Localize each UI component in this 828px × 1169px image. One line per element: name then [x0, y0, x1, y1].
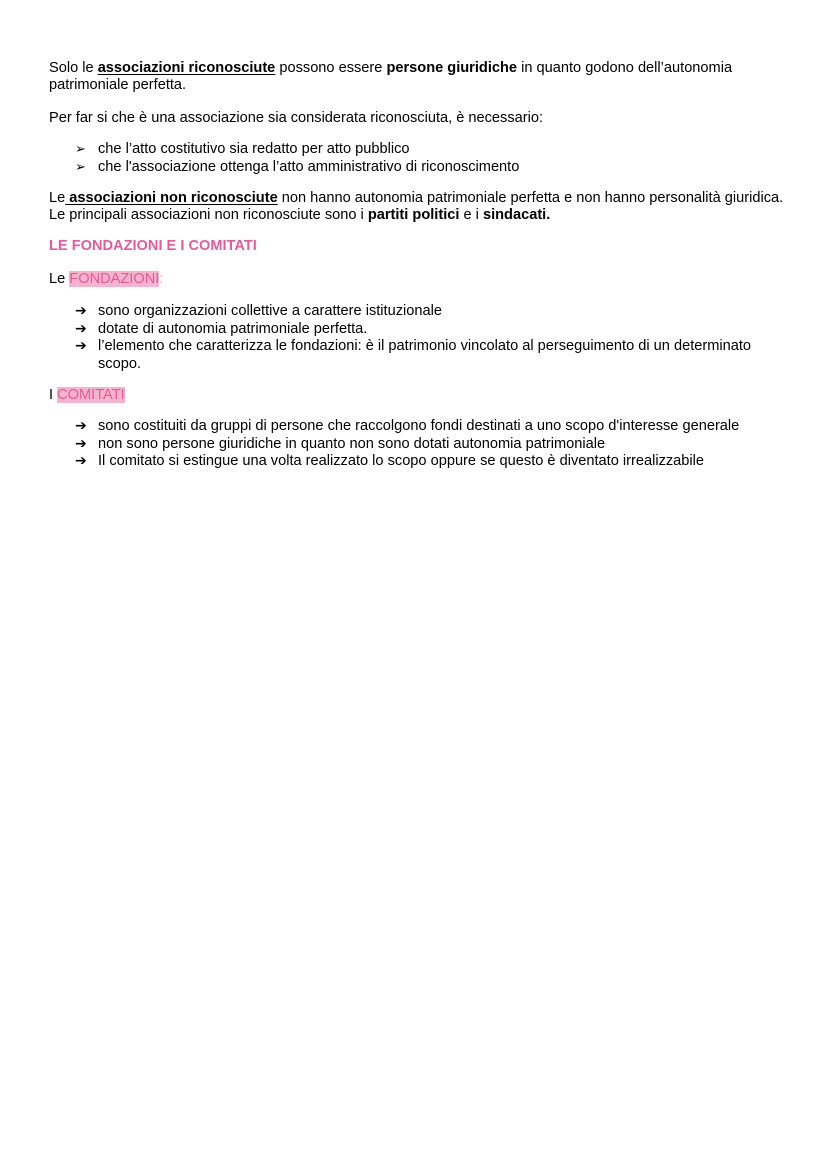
list-item-text: che l'associazione ottenga l’atto amministrativo di riconoscimento — [98, 158, 520, 175]
text-run: non hanno autonomia patrimoniale perfetta e non hanno personalità giuridica. Le principali associazioni non riconosciute sono i — [49, 190, 784, 223]
list-item-text: sono costituiti da gruppi di persone che raccolgono fondi destinati a uno scopo d'interesse generale — [98, 418, 740, 434]
arrow-bullet-icon: ➔ — [75, 303, 87, 319]
arrow-bullet-icon: ➔ — [75, 453, 87, 469]
arrow-bullet-icon: ➔ — [75, 338, 87, 354]
list-item — [75, 303, 789, 321]
paragraph-requisiti-intro: Per far si che è una associazione sia considerata riconosciuta, è necessario: — [49, 110, 544, 126]
text-run: possono essere — [275, 60, 387, 76]
list-item — [75, 436, 789, 454]
list-item — [75, 141, 789, 159]
arrow-bullet-icon: ➔ — [75, 418, 87, 434]
arrowhead-bullet-icon: ➢ — [75, 159, 86, 175]
text-run: Solo le — [49, 60, 98, 76]
fondazioni-list — [49, 303, 789, 373]
list-item-text: sono organizzazioni collettive a carattere istituzionale — [98, 303, 442, 319]
list-item-text: Il comitato si estingue una volta realizzato lo scopo oppure se questo è diventato irrealizzabile — [98, 453, 704, 469]
fondazioni-label — [49, 271, 789, 288]
text-run: e i — [459, 207, 483, 223]
term-associazioni-riconosciute: associazioni riconosciute — [97, 60, 276, 76]
text-run: in quanto godono dell’autonomia patrimoniale perfetta. — [49, 60, 733, 93]
highlight-fondazioni: FONDAZIONI — [69, 271, 160, 287]
comitati-label — [49, 387, 789, 404]
arrowhead-bullet-icon: ➢ — [75, 142, 86, 157]
list-item — [75, 159, 789, 177]
arrow-bullet-icon: ➔ — [75, 320, 87, 337]
term-sindacati: sindacati. — [482, 207, 551, 223]
comitati-list — [49, 418, 789, 471]
highlight-comitati: COMITATI — [57, 387, 125, 403]
term-persone-giuridiche: persone giuridiche — [386, 60, 518, 76]
arrow-bullet-icon: ➔ — [75, 435, 87, 452]
term-partiti-politici: partiti politici — [367, 207, 460, 223]
section-heading: LE FONDAZIONI E I COMITATI — [49, 238, 257, 254]
text-run: Le — [49, 190, 66, 206]
term-associazioni-non-riconosciute: associazioni non riconosciute — [65, 190, 278, 206]
text-run: : — [159, 271, 164, 287]
paragraph-associazioni-non-riconosciute — [49, 190, 789, 224]
list-item-text: non sono persone giuridiche in quanto non sono dotati autonomia patrimoniale — [98, 435, 606, 452]
list-item-text: dotate di autonomia patrimoniale perfetta. — [98, 320, 368, 337]
list-item — [75, 453, 789, 471]
list-item-text: che l’atto costitutivo sia redatto per atto pubblico — [98, 141, 410, 157]
list-item — [75, 418, 789, 436]
list-item — [75, 338, 789, 373]
list-item — [75, 321, 789, 339]
text-run: Le — [49, 271, 70, 287]
list-item-text: l’elemento che caratterizza le fondazioni: è il patrimonio vincolato al perseguimento di un determinato scopo. — [98, 338, 752, 372]
requirements-list — [49, 141, 789, 176]
document-page — [49, 60, 789, 485]
paragraph-associazioni-riconosciute — [49, 60, 789, 94]
text-run: I — [49, 387, 58, 403]
